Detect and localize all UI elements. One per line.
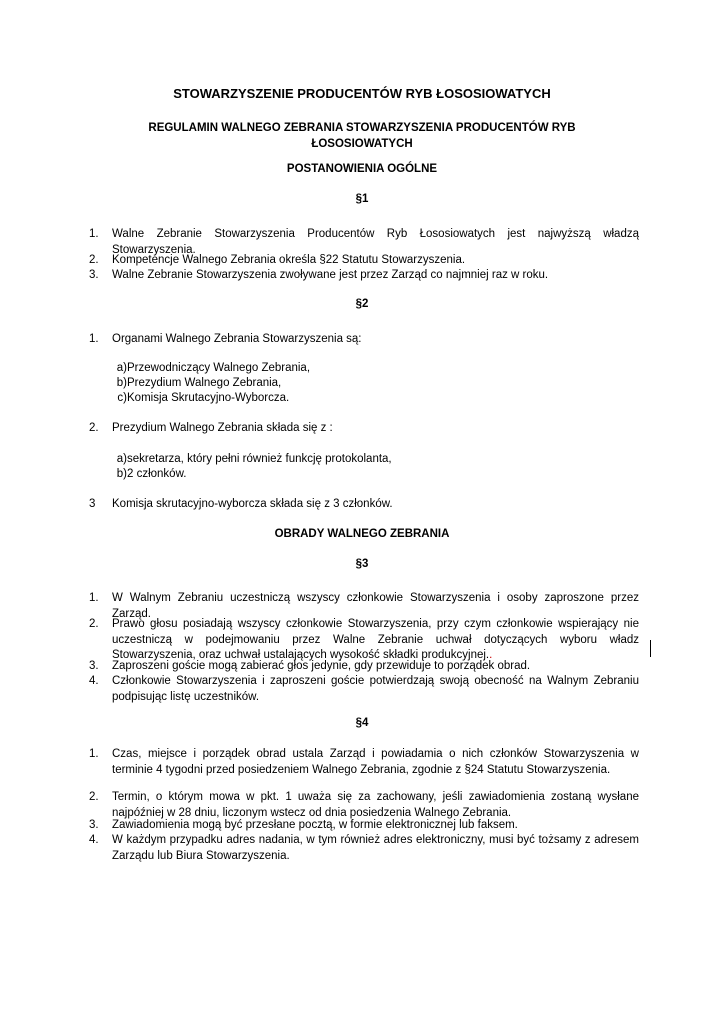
list-item: Komisja skrutacyjno-wyborcza składa się z 3 członków.	[112, 498, 393, 510]
list-item: W każdym przypadku adres nadania, w tym również adres elektroniczny, musi być tożsamy z adresem Zarządu lub Biura Stowarzyszenia.	[112, 834, 639, 862]
list-item: Zaproszeni goście mogą zabierać głos jedynie, gdy przewiduje to porządek obrad.	[112, 660, 531, 672]
list-number: 2.	[89, 422, 99, 434]
list-number: 1.	[89, 748, 99, 760]
sub-list-text: Przewodniczący Walnego Zebrania,	[127, 362, 311, 374]
list-number: 3.	[89, 819, 99, 831]
sub-list-item	[114, 391, 289, 407]
list-number: 4.	[89, 834, 99, 846]
list-item: Zawiadomienia mogą być przesłane pocztą, w formie elektronicznej lub faksem.	[112, 819, 518, 831]
section-heading-proceedings: OBRADY WALNEGO ZEBRANIA	[274, 528, 450, 540]
sub-list-text: sekretarza, który pełni również funkcję protokolanta,	[127, 453, 392, 465]
section-heading-general: POSTANOWIENIA OGÓLNE	[286, 163, 438, 175]
list-item-text: Prawo głosu posiadają wszyscy członkowie Stowarzyszenia, przy czym członkowie wspierający nie uczestniczą w podejmowaniu przez Walne Zebranie uchwał dotyczących wyboru władz Stowarzyszenia, oraz uchwał ustalających wysokość składki produkcyjnej.	[112, 618, 639, 661]
revision-mark: .	[489, 649, 493, 661]
sub-list-item	[114, 376, 281, 392]
list-number: 3.	[89, 269, 99, 281]
list-item: Czas, miejsce i porządek obrad ustala Zarząd i powiadamia o nich członków Stowarzyszenia w terminie 4 tygodni przed posiedzeniem Walnego Zebrania, zgodnie z §24 Statutu Stowarzyszenia.	[112, 748, 639, 776]
doc-title-line1: REGULAMIN WALNEGO ZEBRANIA STOWARZYSZENIA PRODUCENTÓW RYB	[148, 122, 576, 134]
list-item: Członkowie Stowarzyszenia i zaproszeni goście potwierdzają swoją obecność na Walnym Zebraniu podpisując listę uczestników.	[112, 675, 639, 703]
list-number: 3	[89, 498, 96, 510]
paragraph-title-2: §2	[355, 298, 369, 310]
paragraph-title-1: §1	[355, 193, 369, 205]
sub-list-label: b)	[116, 468, 127, 480]
sub-list-text: Komisja Skrutacyjno-Wyborcza.	[127, 392, 290, 404]
list-number: 1.	[89, 228, 99, 240]
list-number: 2.	[89, 618, 99, 630]
list-item	[112, 617, 639, 664]
sub-list-label: c)	[117, 392, 127, 404]
paragraph-title-3: §3	[355, 558, 369, 570]
list-item: W Walnym Zebraniu uczestniczą wszyscy członkowie Stowarzyszenia i osoby zaproszone przez Zarząd.	[112, 592, 639, 620]
org-title: STOWARZYSZENIE PRODUCENTÓW RYB ŁOSOSIOWATYCH	[173, 86, 551, 101]
sub-list-label: a)	[116, 362, 127, 374]
doc-title-line2: ŁOSOSIOWATYCH	[311, 138, 413, 150]
doc-title	[86, 120, 638, 152]
list-item: Walne Zebranie Stowarzyszenia Producentów Ryb Łososiowatych jest najwyższą władzą Stowarzyszenia.	[112, 228, 639, 256]
list-item: Walne Zebranie Stowarzyszenia zwoływane jest przez Zarząd co najmniej raz w roku.	[112, 269, 549, 281]
sub-list-item	[114, 452, 392, 468]
sub-list-label: a)	[116, 453, 127, 465]
revision-bar	[650, 640, 651, 657]
sub-list-item	[114, 361, 310, 377]
sub-list-label: b)	[116, 377, 127, 389]
list-number: 1.	[89, 333, 99, 345]
sub-list-text: Prezydium Walnego Zebrania,	[127, 377, 282, 389]
list-number: 4.	[89, 675, 99, 687]
sub-list-text: 2 członków.	[127, 468, 187, 480]
list-item: Prezydium Walnego Zebrania składa się z :	[112, 422, 333, 434]
list-item: Termin, o którym mowa w pkt. 1 uważa się za zachowany, jeśli zawiadomienia zostaną wysłane najpóźniej w 28 dniu, liczonym wstecz od dnia posiedzenia Walnego Zebrania.	[112, 791, 639, 819]
paragraph-title-4: §4	[355, 717, 369, 729]
list-item: Organami Walnego Zebrania Stowarzyszenia są:	[112, 333, 362, 345]
list-number: 3.	[89, 660, 99, 672]
list-number: 2.	[89, 254, 99, 266]
list-number: 2.	[89, 791, 99, 803]
list-number: 1.	[89, 592, 99, 604]
list-item: Kompetencje Walnego Zebrania określa §22 Statutu Stowarzyszenia.	[112, 254, 466, 266]
sub-list-item	[114, 467, 186, 483]
